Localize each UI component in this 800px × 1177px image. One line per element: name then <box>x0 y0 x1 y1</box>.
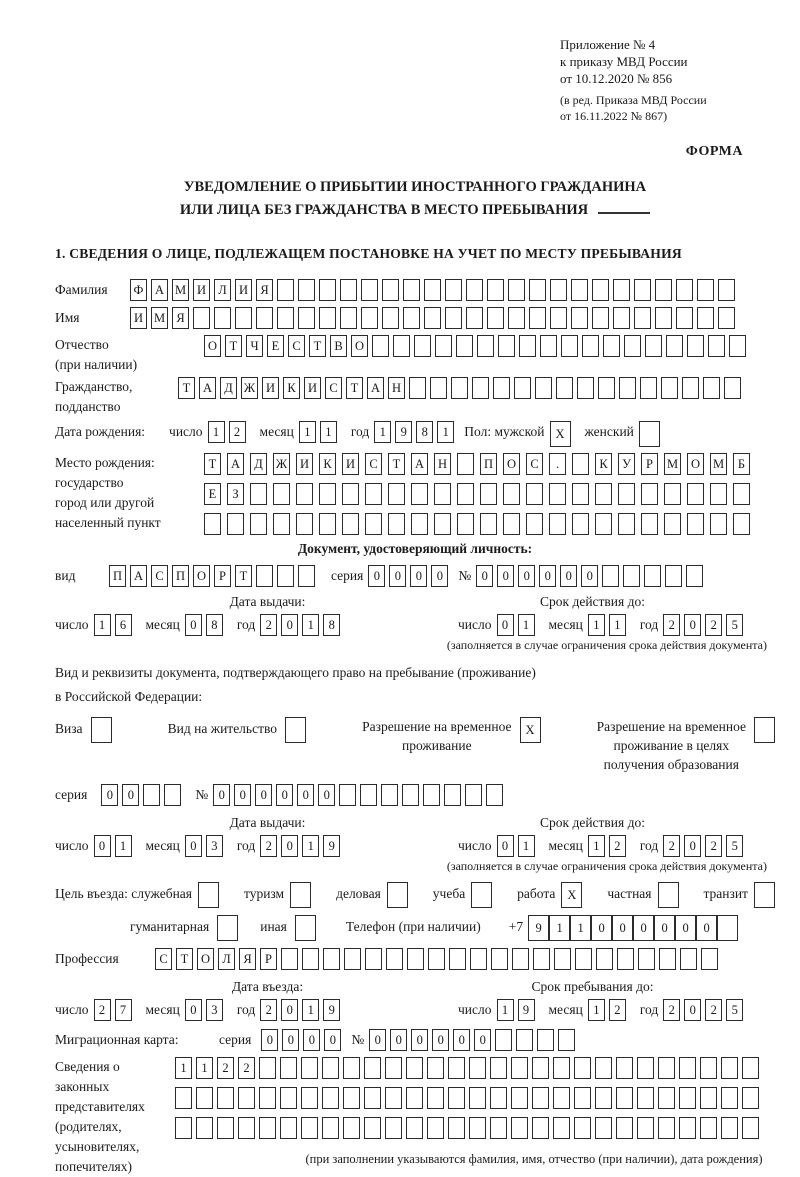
birthplace-label-city: город или другой <box>55 495 155 510</box>
visa-option <box>55 717 112 743</box>
purpose-business-checkbox[interactable] <box>387 882 408 908</box>
doc-issue-date: число 1 6 месяц 0 8 год 2 0 1 8 <box>55 614 410 636</box>
doc-type-label: вид <box>55 568 76 583</box>
purpose-private-checkbox[interactable] <box>658 882 679 908</box>
purpose-transit-option: транзит <box>703 882 775 908</box>
entry-date-heading: Дата въезда: <box>231 979 304 994</box>
permit-expiry-note: (заполняется в случае ограничения срока действия документа) <box>446 859 767 873</box>
permit-seriya-label: серия <box>55 787 88 802</box>
purpose-official-option <box>55 882 219 908</box>
temp-residence-checkbox[interactable]: X <box>520 717 541 743</box>
entry-day-field[interactable]: 2 7 <box>94 999 136 1021</box>
form-word: ФОРМА <box>685 144 743 159</box>
purpose-work-option: работа X <box>517 882 582 908</box>
permit-expiry-day-field[interactable]: 0 1 <box>497 835 539 857</box>
doc-expiry-day-field[interactable]: 0 1 <box>497 614 539 636</box>
purpose-other-option: иная <box>260 915 316 941</box>
purpose-line2-row <box>130 915 775 941</box>
year-label: год <box>350 424 370 439</box>
stay-year-field[interactable]: 2 0 2 5 <box>663 999 747 1021</box>
name-field[interactable]: И М Я <box>130 307 739 329</box>
stay-until-heading: Срок пребывания до: <box>531 979 654 994</box>
name-row <box>55 307 775 329</box>
doc-issue-year-field[interactable]: 2 0 1 8 <box>260 614 344 636</box>
doc-expiry-year-field[interactable]: 2 0 2 5 <box>663 614 747 636</box>
entry-month-field[interactable]: 0 3 <box>185 999 227 1021</box>
identity-doc-row <box>55 565 775 587</box>
doc-number-field[interactable]: 0 0 0 0 0 0 <box>476 565 707 587</box>
birth-day-field[interactable]: 1 2 <box>208 421 250 443</box>
residence-permit-checkbox[interactable] <box>285 717 306 743</box>
visa-label: Виза <box>55 721 83 736</box>
appendix-line: от 10.12.2020 № 856 <box>560 71 673 86</box>
profession-row <box>55 948 775 970</box>
permit-issue-year-field[interactable]: 2 0 1 9 <box>260 835 344 857</box>
doc-seriya-label: серия <box>331 568 364 583</box>
purpose-study-checkbox[interactable] <box>471 882 492 908</box>
representatives-field-row1[interactable]: 1 1 2 2 <box>175 1057 763 1079</box>
permit-seriya-field[interactable]: 0 0 <box>101 784 185 806</box>
permit-number-field[interactable]: 0 0 0 0 0 0 <box>213 784 507 806</box>
purpose-business-option: деловая <box>336 882 408 908</box>
permit-issue-date: число 0 1 месяц 0 3 год 2 0 1 9 <box>55 835 410 857</box>
temp-residence-edu-checkbox[interactable] <box>754 717 775 743</box>
permit-intro-line2: в Российской Федерации: <box>55 689 203 704</box>
purpose-study-option: учеба <box>433 882 492 908</box>
citizenship-label: Гражданство, <box>55 379 133 394</box>
migration-card-row <box>55 1029 775 1051</box>
birth-month-field[interactable]: 1 1 <box>299 421 341 443</box>
temp-residence-option <box>362 717 540 755</box>
month-label: месяц <box>259 424 294 439</box>
doc-expiry-date: число 0 1 месяц 1 1 год 2 0 2 5 <box>410 614 775 636</box>
sex-label: Пол: мужской <box>464 424 545 439</box>
birthplace-label: Место рождения: <box>55 455 155 470</box>
birthplace-row <box>55 453 775 535</box>
stay-day-field[interactable]: 1 9 <box>497 999 539 1021</box>
section1-heading: 1. СВЕДЕНИЯ О ЛИЦЕ, ПОДЛЕЖАЩЕМ ПОСТАНОВКЕ НА УЧЕТ ПО МЕСТУ ПРЕБЫВАНИЯ <box>55 246 682 261</box>
sex-male-checkbox[interactable]: X <box>550 421 571 447</box>
representatives-note: (при заполнении указываются фамилия, имя, отчество (при наличии), дата рождения) <box>305 1152 763 1166</box>
permit-issue-month-field[interactable]: 0 3 <box>185 835 227 857</box>
title-blank-line <box>598 200 650 214</box>
appendix-line: к приказу МВД России <box>560 54 688 69</box>
patronymic-field[interactable]: О Т Ч Е С Т В О <box>204 335 750 357</box>
patronymic-row <box>55 335 775 375</box>
doc-number-label: № <box>458 568 472 583</box>
representatives-label-line4: (родителях, <box>55 1119 122 1134</box>
representatives-label-line2: законных <box>55 1079 110 1094</box>
entry-dates <box>55 978 775 1021</box>
representatives-label-line6: попечителях) <box>55 1159 132 1174</box>
purpose-private-option: частная <box>607 882 678 908</box>
surname-row <box>55 279 775 301</box>
migcard-seriya-label: серия <box>219 1032 252 1047</box>
representatives-row <box>55 1057 775 1177</box>
doc-issue-heading: Дата выдачи: <box>229 594 306 609</box>
birthplace-field-row1[interactable]: Т А Д Ж И К И С Т А Н П О С . К У Р М О М Б <box>204 453 756 475</box>
migcard-seriya-field[interactable]: 0 0 0 0 <box>261 1029 345 1051</box>
purpose-humanitarian-checkbox[interactable] <box>217 915 238 941</box>
appendix-block <box>560 36 775 124</box>
temp-residence-label-line1: Разрешение на временное <box>362 719 512 734</box>
profession-field[interactable]: С Т О Л Я Р <box>155 948 722 970</box>
form-title <box>55 176 775 222</box>
permit-expiry-date: число 0 1 месяц 1 2 год 2 0 2 5 <box>410 835 775 857</box>
identity-doc-heading: Документ, удостоверяющий личность: <box>297 541 533 556</box>
citizenship-field[interactable]: Т А Д Ж И К И С Т А Н <box>178 377 745 399</box>
profession-label: Профессия <box>55 951 119 966</box>
appendix-line: Приложение № 4 <box>560 37 656 52</box>
temp-residence-edu-label-line1: Разрешение на временное <box>596 719 746 734</box>
visit-purpose-row <box>55 882 775 908</box>
name-label: Имя <box>55 310 80 325</box>
permit-seriya-row <box>55 784 775 806</box>
purpose-transit-checkbox[interactable] <box>754 882 775 908</box>
permit-issue-day-field[interactable]: 0 1 <box>94 835 136 857</box>
permit-issue-heading: Дата выдачи: <box>229 815 306 830</box>
entry-date: число 2 7 месяц 0 3 год 2 0 1 9 <box>55 999 410 1021</box>
citizenship-row <box>55 377 775 417</box>
revision-line: (в ред. Приказа МВД России <box>560 93 707 107</box>
permit-dates <box>55 814 775 857</box>
visa-checkbox[interactable] <box>91 717 112 743</box>
purpose-work-checkbox[interactable]: X <box>561 882 582 908</box>
representatives-label-line1: Сведения о <box>55 1059 120 1074</box>
purpose-tourism-checkbox[interactable] <box>290 882 311 908</box>
citizenship-sublabel: подданство <box>55 399 121 414</box>
purpose-tourism-option: туризм <box>244 882 311 908</box>
entry-year-field[interactable]: 2 0 1 9 <box>260 999 344 1021</box>
revision-line: от 16.11.2022 № 867) <box>560 109 668 123</box>
surname-field[interactable]: Ф А М И Л И Я <box>130 279 739 301</box>
stay-month-field[interactable]: 1 2 <box>588 999 630 1021</box>
day-label: число <box>169 424 203 439</box>
purpose-label: Цель въезда: служебная <box>55 886 192 901</box>
residence-permit-label: Вид на жительство <box>167 721 277 736</box>
temp-residence-edu-label-line3: получения образования <box>603 757 739 772</box>
temp-residence-edu-label-line2: проживание в целях <box>613 738 730 753</box>
phone-label: Телефон (при наличии) <box>345 919 481 934</box>
doc-type-field[interactable]: П А С П О Р Т <box>109 565 319 587</box>
permit-expiry-heading: Срок действия до: <box>540 815 645 830</box>
purpose-humanitarian-option: гуманитарная <box>130 915 238 941</box>
permit-intro-line1: Вид и реквизиты документа, подтверждающего право на пребывание (проживание) <box>55 665 536 680</box>
doc-expiry-month-field[interactable]: 1 1 <box>588 614 630 636</box>
representatives-field-row2[interactable] <box>175 1087 763 1109</box>
doc-issue-month-field[interactable]: 0 8 <box>185 614 227 636</box>
permit-type-row <box>55 717 775 774</box>
birth-year-field[interactable]: 1 9 8 1 <box>374 421 458 443</box>
form-title-line2: ИЛИ ЛИЦА БЕЗ ГРАЖДАНСТВА В МЕСТО ПРЕБЫВАНИЯ <box>55 199 775 222</box>
patronymic-sublabel: (при наличии) <box>55 357 138 372</box>
form-title-line1: УВЕДОМЛЕНИЕ О ПРИБЫТИИ ИНОСТРАННОГО ГРАЖДАНИНА <box>183 179 647 195</box>
permit-number-label: № <box>195 787 209 802</box>
sex-female-label: женский <box>584 424 634 439</box>
migration-card-label: Миграционная карта: <box>55 1032 179 1047</box>
doc-issue-day-field[interactable]: 1 6 <box>94 614 136 636</box>
migcard-number-label: № <box>351 1032 365 1047</box>
birthdate-label: Дата рождения: <box>55 424 146 439</box>
permit-expiry-month-field[interactable]: 1 2 <box>588 835 630 857</box>
patronymic-label: Отчество <box>55 337 109 352</box>
migcard-number-field[interactable]: 0 0 0 0 0 0 <box>369 1029 579 1051</box>
birthplace-label-settlement: населенный пункт <box>55 515 161 530</box>
doc-expiry-heading: Срок действия до: <box>540 594 645 609</box>
surname-label: Фамилия <box>55 282 108 297</box>
birthdate-row <box>55 421 775 447</box>
birthplace-field-row3[interactable] <box>204 513 756 535</box>
doc-dates <box>55 593 775 636</box>
purpose-other-checkbox[interactable] <box>295 915 316 941</box>
residence-permit-option <box>168 717 306 743</box>
representatives-label-line3: представителях <box>55 1099 145 1114</box>
temp-residence-label-line2: проживание <box>402 738 472 753</box>
stay-until-date: число 1 9 месяц 1 2 год 2 0 2 5 <box>410 999 775 1021</box>
phone-prefix: +7 <box>508 919 524 934</box>
permit-expiry-year-field[interactable]: 2 0 2 5 <box>663 835 747 857</box>
representatives-field-row3[interactable] <box>175 1117 763 1139</box>
doc-expiry-note: (заполняется в случае ограничения срока действия документа) <box>446 638 767 652</box>
birthplace-label-state: государство <box>55 475 124 490</box>
phone-field[interactable]: 9 1 1 0 0 0 0 0 0 <box>528 915 738 941</box>
sex-female-checkbox[interactable] <box>639 421 660 447</box>
birthplace-field-row2[interactable]: Е З <box>204 483 756 505</box>
temp-residence-education-option <box>597 717 775 774</box>
doc-seriya-field[interactable]: 0 0 0 0 <box>368 565 452 587</box>
representatives-label-line5: усыновителях, <box>55 1139 140 1154</box>
purpose-official-checkbox[interactable] <box>198 882 219 908</box>
